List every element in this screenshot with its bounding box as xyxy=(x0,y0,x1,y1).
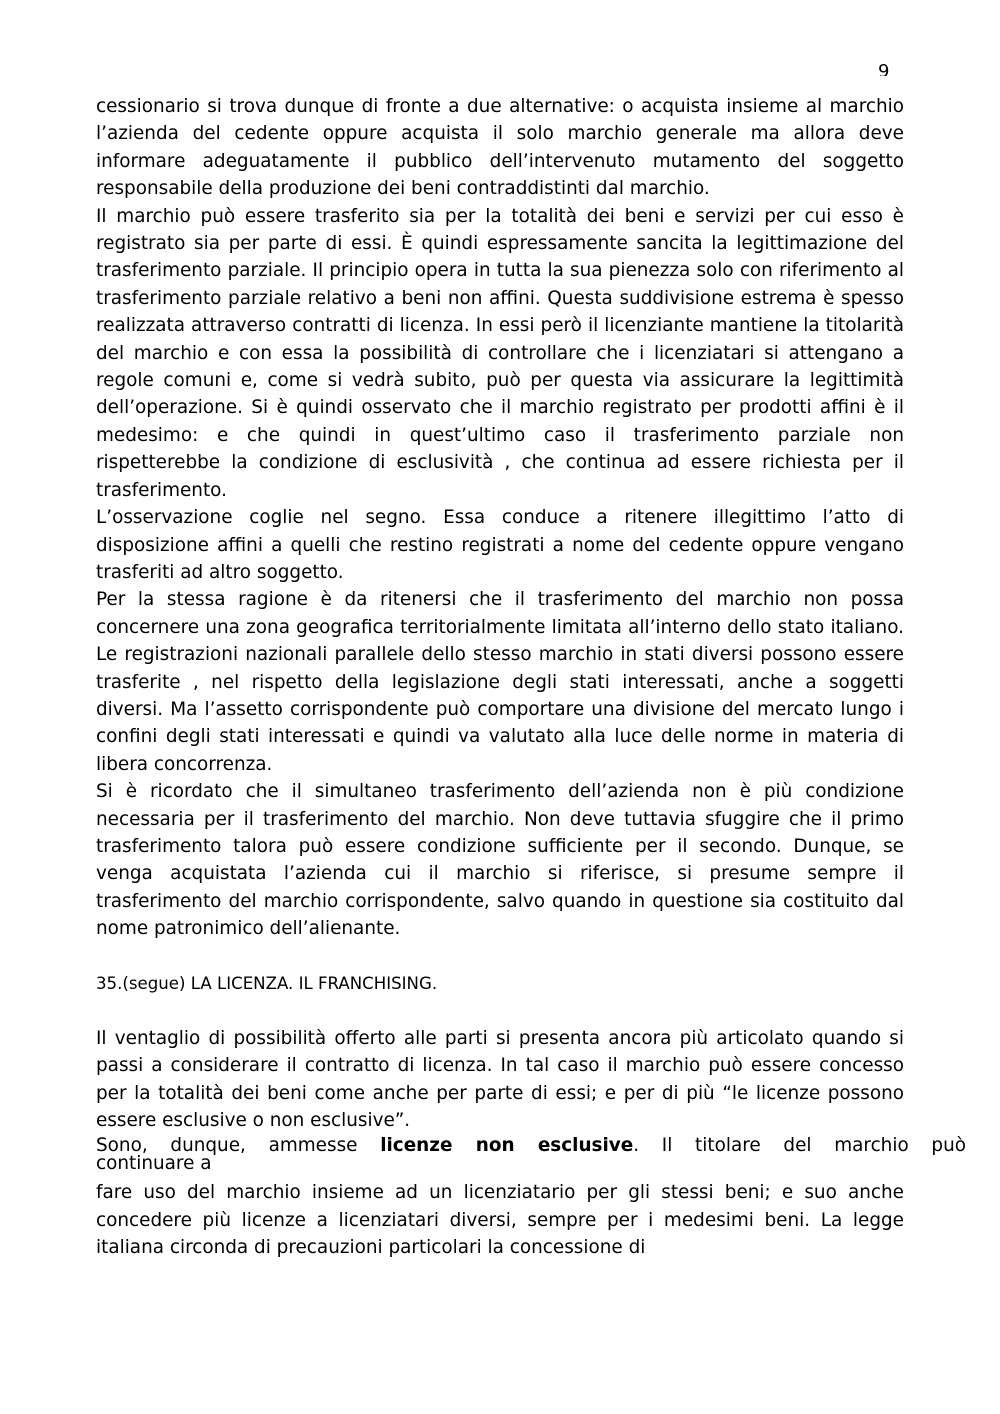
paragraph-osservazione: L’osservazione coglie nel segno. Essa conduce a ritenere illegittimo l’atto di disposizione affini a quelli che restino registrati a nome del cedente oppure vengano trasferiti ad altro soggetto. xyxy=(96,507,904,583)
paragraph-cessionario: cessionario si trova dunque di fronte a due alternative: o acquista insieme al marchio l’azienda del cedente oppure acquista il solo marchio generale ma allora deve informare adeguatamente il pubblico dell’intervenuto mutamento del soggetto responsabile della produzione dei beni contraddistinti dal marchio. xyxy=(96,96,904,200)
paragraph-uso-del-marchio: fare uso del marchio insieme ad un licenziatario per gli stessi beni; e suo anche concedere più licenze a licenziatari diversi, sempre per i medesimi beni. La legge italiana circonda di precauzioni particolari la concessione di xyxy=(96,1182,904,1259)
paragraph-ventaglio: Il ventaglio di possibilità offerto alle parti si presenta ancora più articolato quando si passi a considerare il contratto di licenza. In tal caso il marchio può essere concesso per la totalità dei beni come anche per parte di essi; e per di più “le licenze possono essere esclusive o non esclusive”. xyxy=(96,1027,904,1131)
page-number: 9 xyxy=(878,62,890,76)
sono-text-before: Sono, dunque, ammesse xyxy=(96,1135,381,1157)
sono-line-tail: continuare a xyxy=(96,1153,212,1175)
section-heading: 35.(segue) LA LICENZA. IL FRANCHISING. xyxy=(96,973,438,993)
sono-text-after: . Il titolare del marchio può xyxy=(633,1135,966,1157)
document-body xyxy=(96,93,966,1262)
paragraph-zona-geografica: Per la stessa ragione è da ritenersi che il trasferimento del marchio non possa concernere una zona geografica territorialmente limitata all’interno dello stato italiano. Le registrazioni nazionali parallele dello stesso marchio in stati diversi possono essere trasferite , nel rispetto della legislazione degli stati interessati, anche a soggetti diversi. Ma l’assetto corrispondente può comportare una divisione del mercato lungo i confini degli stati interessati e quindi va valutato alla luce delle norme in materia di libera concorrenza. xyxy=(96,589,904,775)
paragraph-trasferimento-azienda: Si è ricordato che il simultaneo trasferimento dell’azienda non è più condizione necessaria per il trasferimento del marchio. Non deve tuttavia sfuggire che il primo trasferimento talora può essere condizione sufficiente per il secondo. Dunque, se venga acquistata l’azienda cui il marchio si riferisce, si presume sempre il trasferimento del marchio corrispondente, salvo quando in questione sia costituito dal nome patronimico dell’alienante. xyxy=(96,781,904,940)
paragraph-trasferimento-parziale: Il marchio può essere trasferito sia per la totalità dei beni e servizi per cui esso è registrato sia per parte di essi. È quindi espressamente sancita la legittimazione del trasferimento parziale. Il principio opera in tutta la sua pienezza solo con riferimento al trasferimento parziale relativo a beni non affini. Questa suddivisione estrema è spesso realizzata attraverso contratti di licenza. In essi però il licenziante mantiene la titolarità del marchio e con essa la possibilità di controllare che i licenziatari si attengano a regole comuni e, come si vedrà subito, può per questa via assicurare la legittimità dell’operazione. Si è quindi osservato che il marchio registrato per prodotti affini è il medesimo: e che quindi in quest’ultimo caso il trasferimento parziale non rispetterebbe la condizione di esclusività , che continua ad essere richiesta per il trasferimento. xyxy=(96,205,904,501)
paragraph-licenze-non-esclusive xyxy=(96,1134,966,1155)
licenze-non-esclusive-bold: licenze non esclusive xyxy=(380,1135,634,1157)
